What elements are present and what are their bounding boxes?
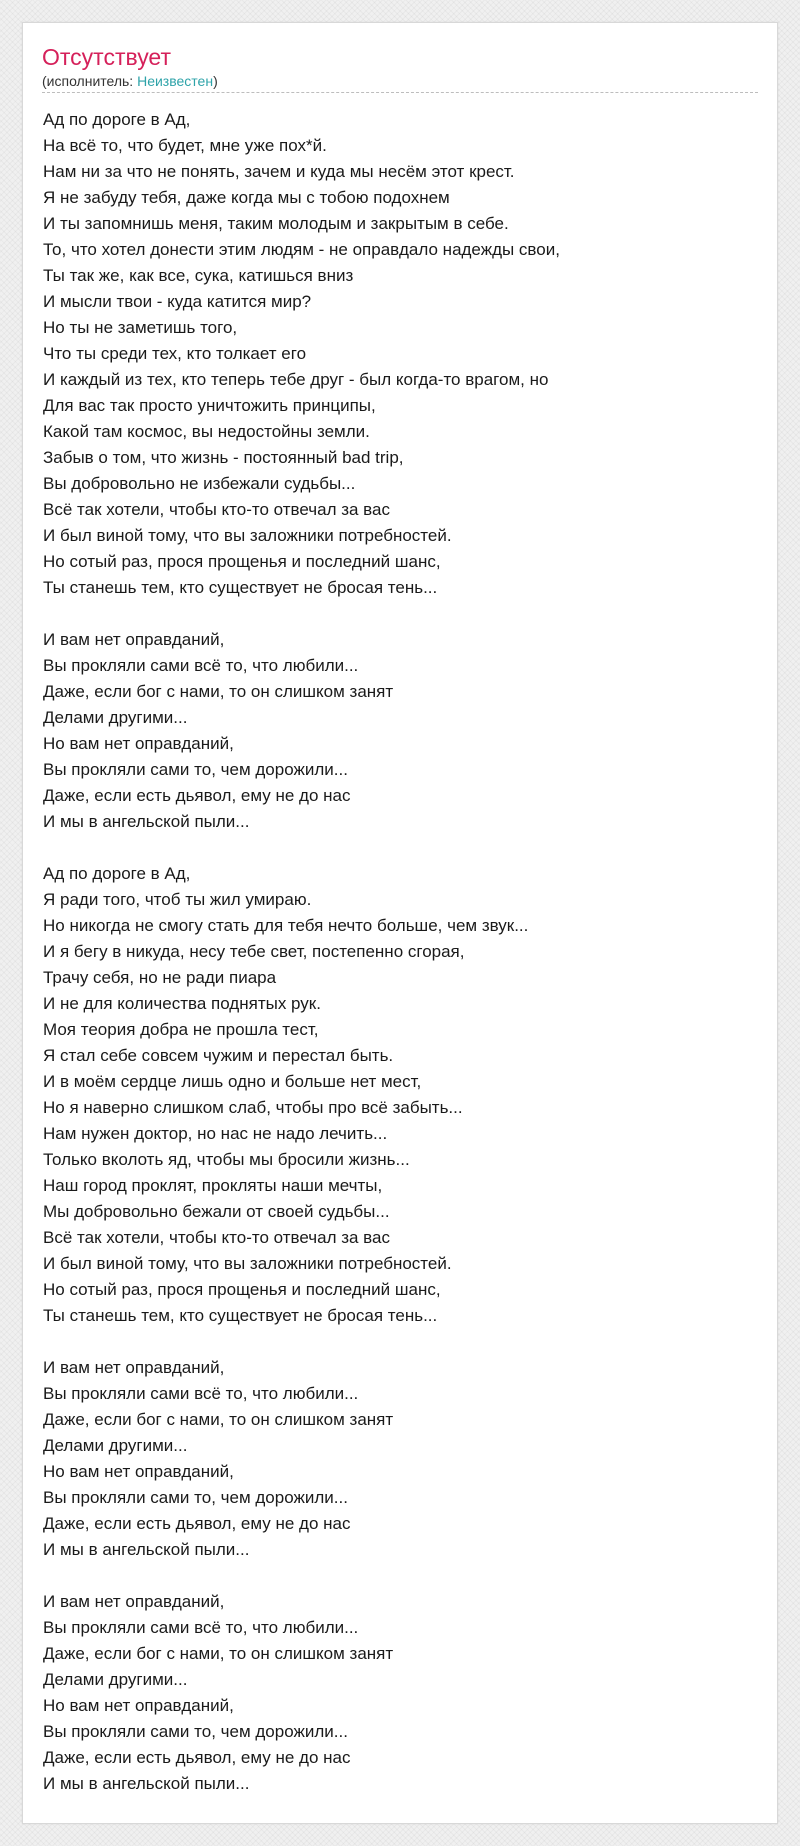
lyrics-line: Ты так же, как все, сука, катишься вниз	[43, 266, 354, 285]
header-divider	[42, 92, 758, 93]
lyrics-line: Я не забуду тебя, даже когда мы с тобою подохнем	[43, 188, 450, 207]
lyrics-line: И мы в ангельской пыли...	[43, 1540, 250, 1559]
lyrics-line: Ад по дороге в Ад,	[43, 864, 191, 883]
lyrics-line: Но я наверно слишком слаб, чтобы про всё забыть...	[43, 1098, 463, 1117]
lyrics-line: Даже, если есть дьявол, ему не до нас	[43, 1514, 351, 1533]
lyrics-text	[43, 107, 759, 1823]
lyrics-line: Моя теория добра не прошла тест,	[43, 1020, 319, 1039]
lyrics-line: Вы прокляли сами то, чем дорожили...	[43, 760, 348, 779]
lyrics-line: Даже, если есть дьявол, ему не до нас	[43, 786, 351, 805]
artist-prefix: (исполнитель:	[42, 73, 138, 89]
lyrics-line: И в моём сердце лишь одно и больше нет мест,	[43, 1072, 422, 1091]
artist-line	[42, 72, 758, 90]
lyrics-line: Я ради того, чтоб ты жил умираю.	[43, 890, 312, 909]
lyrics-line: Только вколоть яд, чтобы мы бросили жизнь...	[43, 1150, 410, 1169]
lyrics-line: То, что хотел донести этим людям - не оправдало надежды свои,	[43, 240, 560, 259]
lyrics-line: Но никогда не смогу стать для тебя нечто больше, чем звук...	[43, 916, 529, 935]
lyrics-line: Даже, если есть дьявол, ему не до нас	[43, 1748, 351, 1767]
lyrics-line: Но вам нет оправданий,	[43, 1462, 234, 1481]
lyrics-line: Какой там космос, вы недостойны земли.	[43, 422, 370, 441]
lyrics-line: Но вам нет оправданий,	[43, 734, 234, 753]
lyrics-line: Но сотый раз, прося прощенья и последний шанс,	[43, 1280, 441, 1299]
lyrics-line: Ад по дороге в Ад,	[43, 110, 191, 129]
lyrics-line: И был виной тому, что вы заложники потребностей.	[43, 526, 452, 545]
lyrics-line: И мы в ангельской пыли...	[43, 812, 250, 831]
lyrics-line: И не для количества поднятых рук.	[43, 994, 321, 1013]
lyrics-stanza	[43, 1355, 759, 1563]
lyrics-line: Вы добровольно не избежали судьбы...	[43, 474, 356, 493]
lyrics-line: Забыв о том, что жизнь - постоянный bad trip,	[43, 448, 404, 467]
lyrics-line: Но ты не заметишь того,	[43, 318, 238, 337]
lyrics-line: Но вам нет оправданий,	[43, 1696, 234, 1715]
lyrics-stanza	[43, 627, 759, 835]
lyrics-line: И мы в ангельской пыли...	[43, 1774, 250, 1793]
lyrics-line: Делами другими...	[43, 708, 188, 727]
lyrics-line: На всё то, что будет, мне уже пох*й.	[43, 136, 327, 155]
song-title: Отсутствует	[42, 44, 171, 70]
lyrics-line: И каждый из тех, кто теперь тебе друг - был когда-то врагом, но	[43, 370, 549, 389]
lyrics-line: Даже, если бог с нами, то он слишком занят	[43, 682, 394, 701]
lyrics-line: И вам нет оправданий,	[43, 1358, 225, 1377]
lyrics-card	[22, 22, 778, 1824]
lyrics-line: Вы прокляли сами всё то, что любили...	[43, 1618, 359, 1637]
lyrics-line: Даже, если бог с нами, то он слишком занят	[43, 1410, 394, 1429]
lyrics-line: Но сотый раз, прося прощенья и последний шанс,	[43, 552, 441, 571]
lyrics-stanza	[43, 107, 759, 601]
lyrics-line: Трачу себя, но не ради пиара	[43, 968, 277, 987]
lyrics-line: Наш город проклят, прокляты наши мечты,	[43, 1176, 383, 1195]
lyrics-line: Ты станешь тем, кто существует не бросая тень...	[43, 1306, 438, 1325]
lyrics-stanza	[43, 1589, 759, 1797]
lyrics-line: И был виной тому, что вы заложники потребностей.	[43, 1254, 452, 1273]
lyrics-line: И мысли твои - куда катится мир?	[43, 292, 312, 311]
lyrics-line: Ты станешь тем, кто существует не бросая тень...	[43, 578, 438, 597]
lyrics-line: Даже, если бог с нами, то он слишком занят	[43, 1644, 394, 1663]
lyrics-stanza	[43, 861, 759, 1329]
lyrics-line: Я стал себе совсем чужим и перестал быть.	[43, 1046, 394, 1065]
lyrics-line: Вы прокляли сами то, чем дорожили...	[43, 1722, 348, 1741]
lyrics-line: Нам нужен доктор, но нас не надо лечить...	[43, 1124, 388, 1143]
lyrics-line: Для вас так просто уничтожить принципы,	[43, 396, 376, 415]
artist-link[interactable]: Неизвестен	[137, 73, 214, 89]
lyrics-line: И вам нет оправданий,	[43, 1592, 225, 1611]
lyrics-line: Делами другими...	[43, 1436, 188, 1455]
artist-suffix: )	[213, 73, 218, 89]
lyrics-line: Нам ни за что не понять, зачем и куда мы несём этот крест.	[43, 162, 515, 181]
song-header	[42, 43, 758, 93]
lyrics-line: Мы добровольно бежали от своей судьбы...	[43, 1202, 390, 1221]
lyrics-line: И я бегу в никуда, несу тебе свет, постепенно сгорая,	[43, 942, 465, 961]
lyrics-line: Делами другими...	[43, 1670, 188, 1689]
lyrics-line: И вам нет оправданий,	[43, 630, 225, 649]
lyrics-line: Всё так хотели, чтобы кто-то отвечал за вас	[43, 1228, 390, 1247]
lyrics-line: Вы прокляли сами то, чем дорожили...	[43, 1488, 348, 1507]
lyrics-line: И ты запомнишь меня, таким молодым и закрытым в себе.	[43, 214, 509, 233]
lyrics-line: Вы прокляли сами всё то, что любили...	[43, 1384, 359, 1403]
lyrics-line: Всё так хотели, чтобы кто-то отвечал за вас	[43, 500, 390, 519]
lyrics-line: Что ты среди тех, кто толкает его	[43, 344, 307, 363]
lyrics-line: Вы прокляли сами всё то, что любили...	[43, 656, 359, 675]
